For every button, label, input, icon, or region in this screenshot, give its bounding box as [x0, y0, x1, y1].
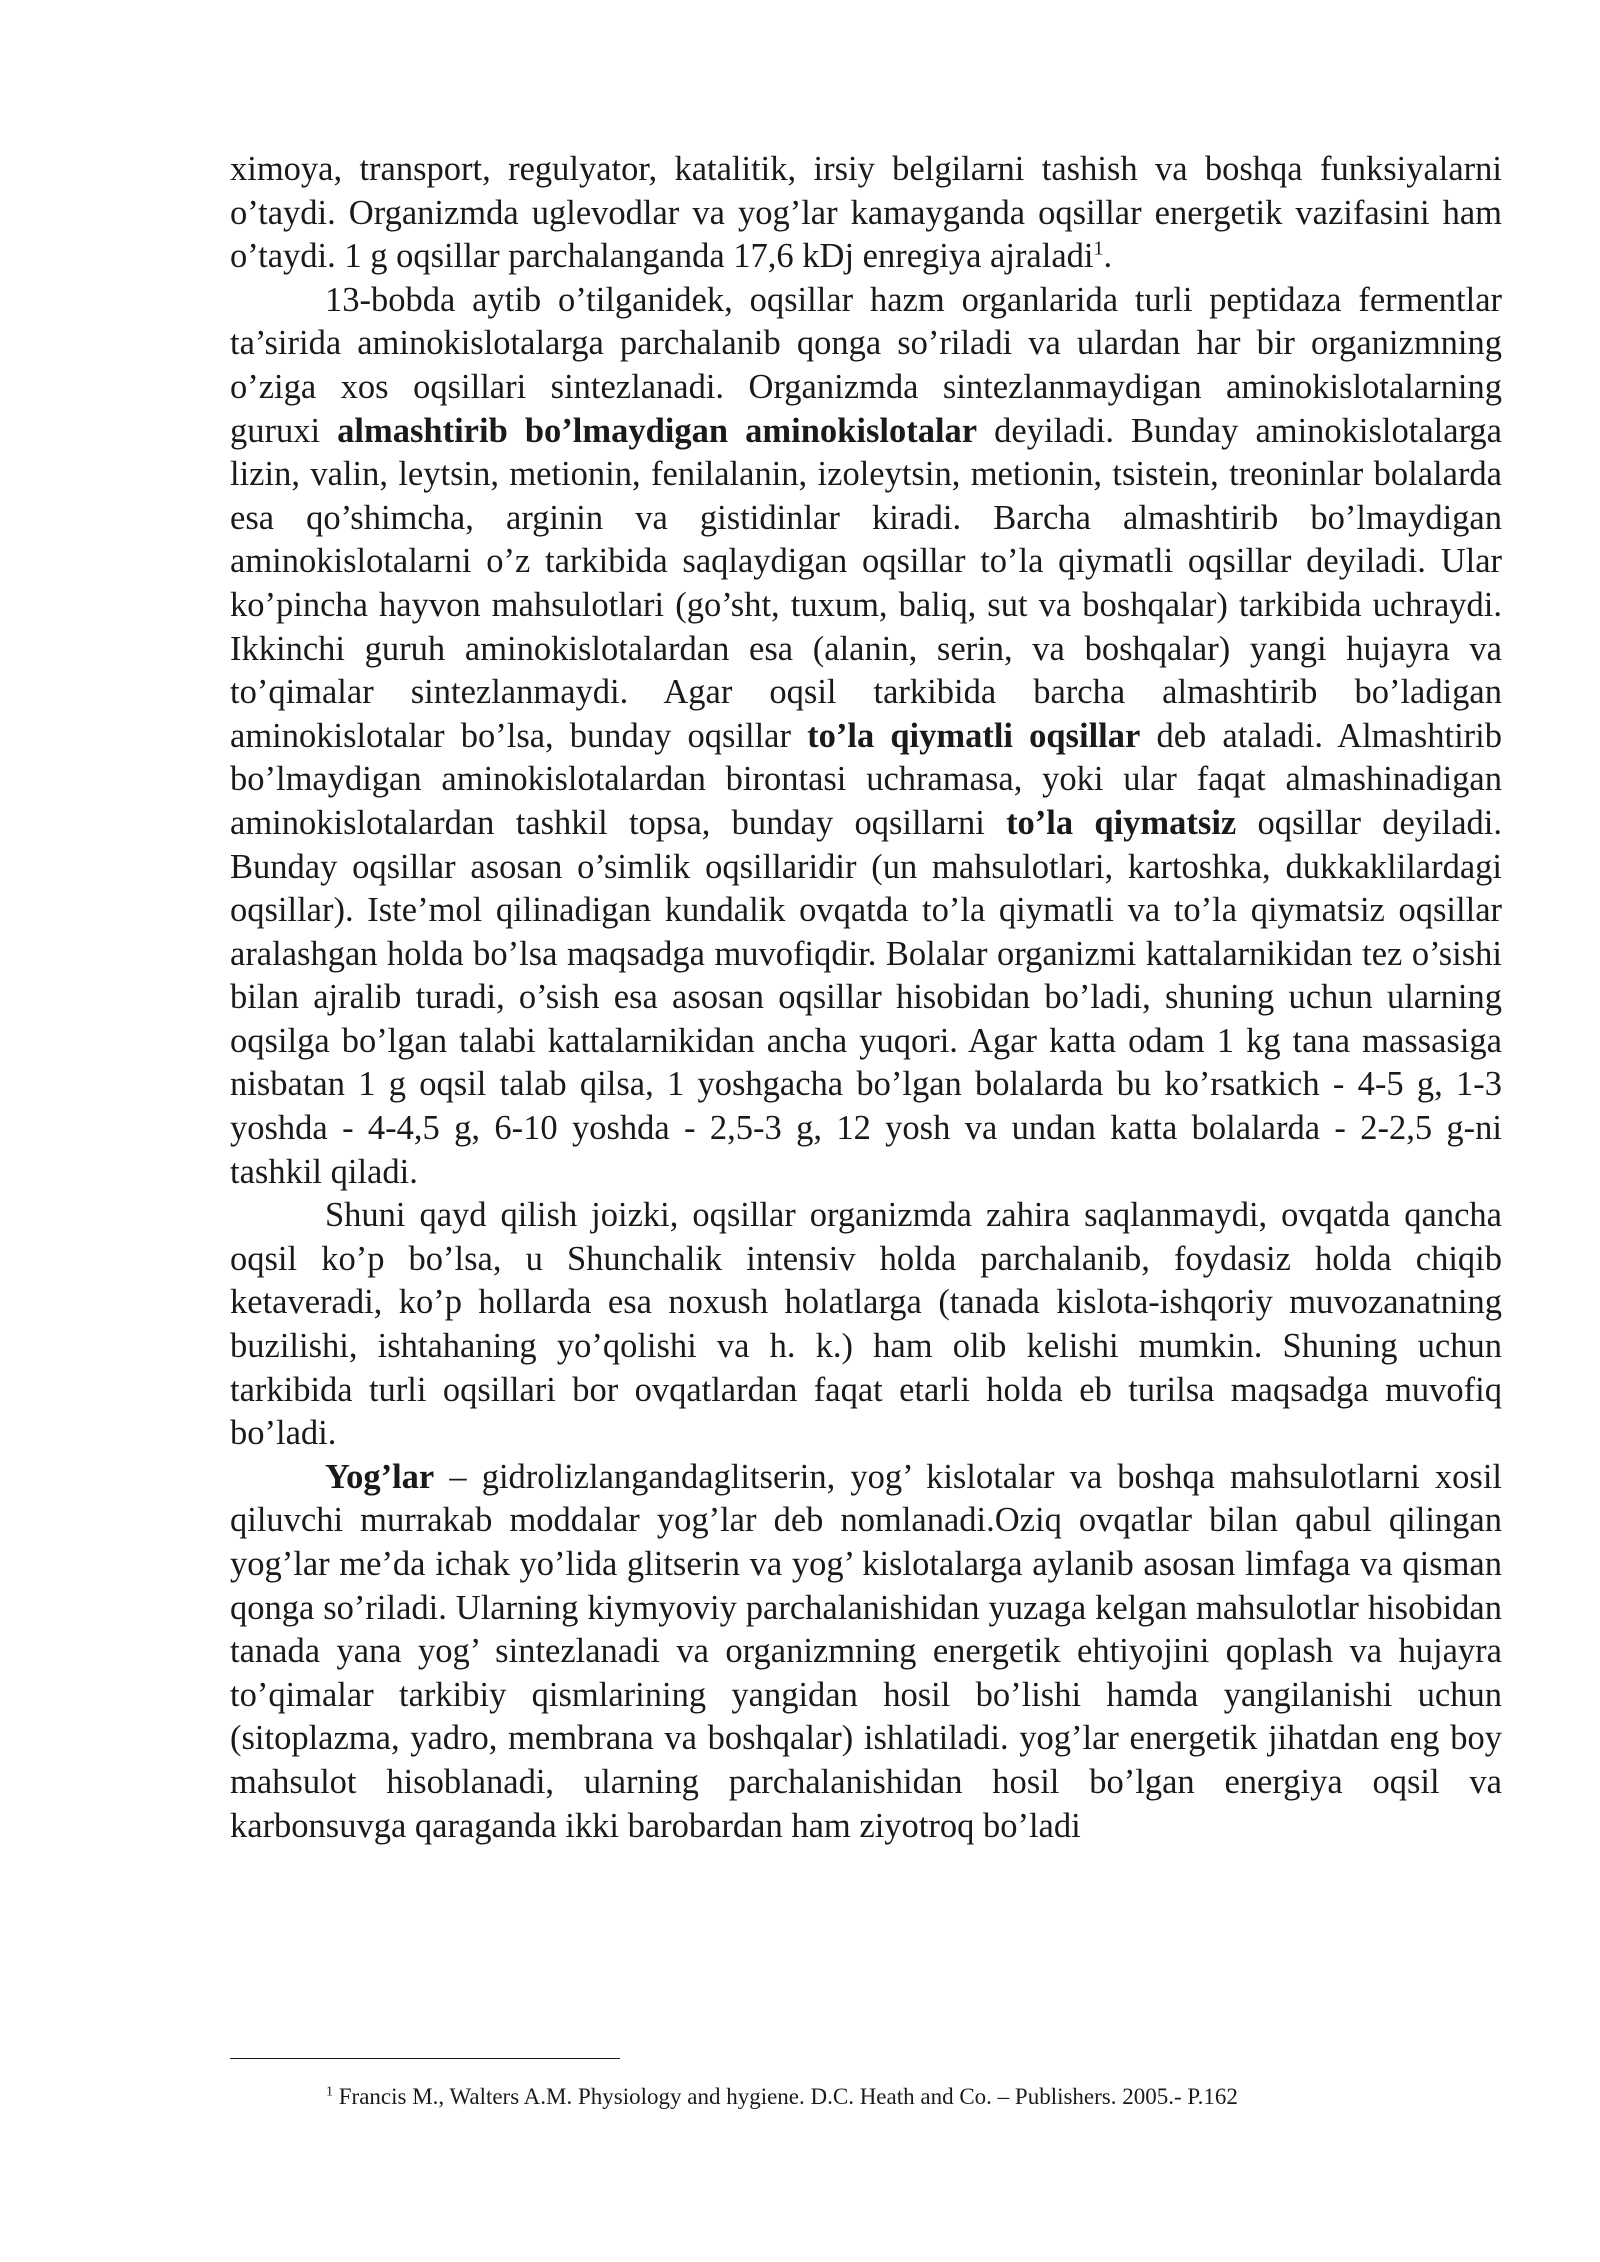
text-run: oqsillar deyiladi. Bunday oqsillar asosan o’simlik oqsillaridir (un mahsulotlari, kartoshka, dukkaklilardagi oqsillar). Iste’mol qilinadigan kundalik ovqatda to’la qiymatli va to’la qiymatsiz oqsillar aralashgan holda bo’lsa maqsadga muvofiqdir. Bolalar organizmi kattalarnikidan tez o’sishi bilan ajralib turadi, o’sish esa asosan oqsillar hisobidan bo’ladi, shuning uchun ularning oqsilga bo’lgan talabi kattalarnikidan ancha yuqori. Agar katta odam 1 kg tana massasiga nisbatan 1 g oqsil talab qilsa, 1 yoshgacha bo’lgan bolalarda bu ko’rsatkich - 4-5 g, 1-3 yoshda - 4-4,5 g, 6-10 yoshda - 2,5-3 g, 12 yosh va undan katta bolalarda - 2-2,5 g-ni tashkil qiladi.	[230, 803, 1502, 1191]
page-body	[230, 148, 1502, 1848]
text-run: – gidrolizlangandaglitserin, yog’ kislotalar va boshqa mahsulotlarni xosil qiluvchi murrakab moddalar yog’lar deb nomlanadi.Oziq ovqatlar bilan qabul qilingan yog’lar me’da ichak yo’lida glitserin va yog’ kislotalarga aylanib asosan limfaga va qisman qonga so’riladi. Ularning kiymyoviy parchalanishidan yuzaga kelgan mahsulotlar hisobidan tanada yana yog’ sintezlanadi va organizmning energetik ehtiyojini qoplash va hujayra to’qimalar tarkibiy qismlarining yangidan hosil bo’lishi hamda yangilanishi uchun (sitoplazma, yadro, membrana va boshqalar) ishlatiladi. yog’lar energetik jihatdan eng boy mahsulot hisoblanadi, ularning parchalanishidan hosil bo’lgan energiya oqsil va karbonsuvga qaraganda ikki barobardan ham ziyotroq bo’ladi	[230, 1457, 1502, 1845]
footnote	[326, 2082, 1476, 2112]
text-run: .	[1103, 237, 1113, 276]
text-run: deyiladi. Bunday aminokislotalarga lizin, valin, leytsin, metionin, fenilalanin, izoleytsin, metionin, tsistein, treoninlar bolalarda esa qo’shimcha, arginin va gistidinlar kiradi. Barcha almashtirib bo’lmaydigan aminokislotalarni o’z tarkibida saqlaydigan oqsillar to’la qiymatli oqsillar deyiladi. Ular ko’pincha hayvon mahsulotlari (go’sht, tuxum, baliq, sut va boshqalar) tarkibida uchraydi. Ikkinchi guruh aminokislotalardan esa (alanin, serin, va boshqalar) yangi hujayra va to’qimalar sintezlanmaydi. Agar oqsil tarkibida barcha almashtirib bo’ladigan aminokislotalar bo’lsa, bunday oqsillar	[230, 411, 1502, 755]
footnote-text: Francis M., Walters A.M. Physiology and hygiene. D.C. Heath and Co. – Publishers. 2005.- P.162	[333, 2084, 1238, 2109]
bold-term: to’la qiymatli oqsillar	[807, 716, 1141, 755]
paragraph	[230, 1456, 1502, 1848]
text-run: deb ataladi. Almashtirib bo’lmaydigan aminokislotalardan birontasi uchramasa, yoki ular faqat almashinadigan aminokislotalardan tashkil topsa, bunday oqsillarni	[230, 716, 1502, 842]
paragraph	[230, 148, 1502, 279]
paragraph	[230, 1194, 1502, 1456]
paragraph	[230, 279, 1502, 1194]
text-run: ximoya, transport, regulyator, katalitik, irsiy belgilarni tashish va boshqa funksiyalarni o’taydi. Organizmda uglevodlar va yog’lar kamayganda oqsillar energetik vazifasini ham o’taydi. 1 g oqsillar parchalanganda 17,6 kDj enregiya ajraladi	[230, 150, 1502, 276]
footnote-marker: 1	[326, 2084, 333, 2100]
footnote-separator	[230, 2058, 620, 2059]
text-run: Shuni qayd qilish joizki, oqsillar organizmda zahira saqlanmaydi, ovqatda qancha oqsil ko’p bo’lsa, u Shunchalik intensiv holda parchalanib, foydasiz holda chiqib ketaveradi, ko’p hollarda esa noxush holatlarga (tanada kislota-ishqoriy muvozanatning buzilishi, ishtahaning yo’qolishi va h. k.) ham olib kelishi mumkin. Shuning uchun tarkibida turli oqsillari bor ovqatlardan faqat etarli holda eb turilsa maqsadga muvofiq bo’ladi.	[230, 1196, 1502, 1453]
bold-term: almashtirib bo’lmaydigan aminokislotalar	[337, 411, 978, 450]
footnote-ref: 1	[1093, 237, 1104, 260]
text-run: 13-bobda aytib o’tilganidek, oqsillar hazm organlarida turli peptidaza fermentlar ta’sirida aminokislotalarga parchalanib qonga so’riladi va ulardan har bir organizmning o’ziga xos oqsillari sintezlanadi. Organizmda sintezlanmaydigan aminokislotalarning guruxi	[230, 280, 1502, 450]
bold-term: Yog’lar	[325, 1457, 435, 1496]
bold-term: to’la qiymatsiz	[1006, 803, 1237, 842]
